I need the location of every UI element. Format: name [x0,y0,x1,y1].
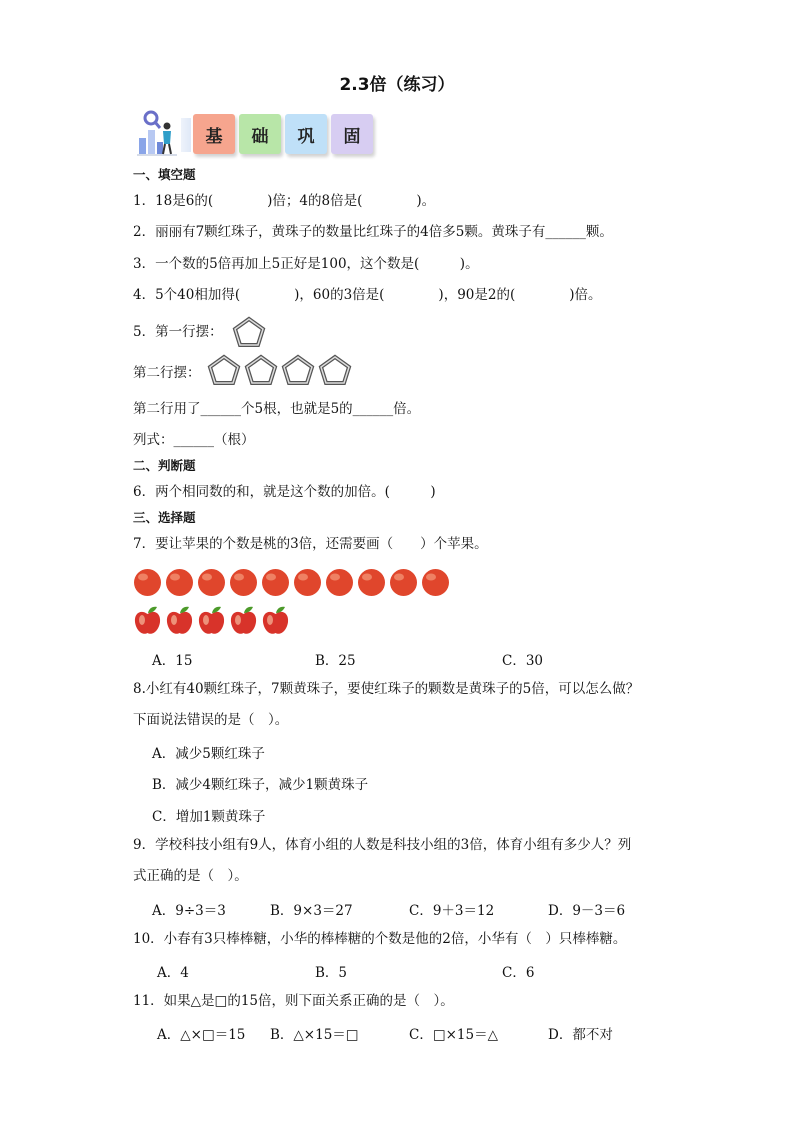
banner-tile-3: 巩 [285,114,327,154]
peach-icon [261,568,290,597]
pentagon-row [207,354,367,388]
peach-row [133,568,463,598]
q7-option-b[interactable]: B．25 [315,653,356,669]
pentagon-icon [318,354,352,386]
pentagon-icon [281,354,315,386]
question-3: 3．一个数的5倍再加上5正好是100，这个数是( )。 [133,256,479,272]
q8-option-a[interactable]: A．减少5颗红珠子 [152,746,265,762]
q10-option-c[interactable]: C．6 [502,965,535,981]
question-5-row1-label: 5．第一行摆： [133,324,223,340]
question-8-line1: 8.小红有40颗红珠子，7颗黄珠子，要使红珠子的颗数是黄珠子的5倍，可以怎么做？ [133,681,640,697]
peach-icon [165,568,194,597]
question-9-line1: 9．学校科技小组有9人，体育小组的人数是科技小组的3倍，体育小组有多少人？列 [133,837,632,853]
q9-option-b[interactable]: B．9×3＝27 [270,903,353,919]
apple-icon [165,605,194,637]
pentagon-icon [244,354,278,386]
question-10: 10．小春有3只棒棒糖，小华的棒棒糖的个数是他的2倍，小华有（ ）只棒棒糖。 [133,931,627,947]
peach-icon [133,568,162,597]
q11-option-d[interactable]: D．都不对 [548,1027,613,1043]
apple-icon [133,605,162,637]
page-title: 2.3倍（练习） [339,75,455,95]
question-7: 7．要让苹果的个数是桃的3倍，还需要画（ ）个苹果。 [133,536,488,552]
apple-icon [229,605,258,637]
peach-icon [357,568,386,597]
peach-icon [197,568,226,597]
peach-icon [389,568,418,597]
question-6: 6．两个相同数的和，就是这个数的加倍。( ) [133,484,436,500]
question-11: 11．如果△是□的15倍，则下面关系正确的是（ ）。 [133,993,454,1009]
q7-option-c[interactable]: C．30 [502,653,544,669]
question-5-line3: 第二行用了______个5根，也就是5的______倍。 [133,401,421,417]
apple-icon [261,605,290,637]
q8-option-c[interactable]: C．增加1颗黄珠子 [152,809,266,825]
q9-option-c[interactable]: C．9＋3＝12 [409,903,495,919]
reading-person-icon [133,108,179,158]
q11-option-b[interactable]: B．△×15＝□ [270,1027,359,1043]
pentagon-icon [232,316,266,348]
q11-option-c[interactable]: C．□×15＝△ [409,1027,498,1043]
q10-option-b[interactable]: B．5 [315,965,348,981]
q10-option-a[interactable]: A．4 [157,965,189,981]
section-judge-heading: 二、判断题 [133,458,196,473]
peach-icon [421,568,450,597]
section-banner [133,108,383,158]
peach-icon [325,568,354,597]
question-1: 1．18是6的( )倍；4的8倍是( )。 [133,193,436,209]
q9-option-d[interactable]: D．9－3＝6 [548,903,626,919]
question-5-row2-label: 第二行摆： [133,365,201,381]
apple-row [133,605,303,639]
q11-option-a[interactable]: A．△×□＝15 [157,1027,246,1043]
section-choice-heading: 三、选择题 [133,510,196,525]
question-2: 2．丽丽有7颗红珠子，黄珠子的数量比红珠子的4倍多5颗。黄珠子有______颗。 [133,224,613,240]
question-4: 4．5个40相加得( )，60的3倍是( )，90是2的( )倍。 [133,287,602,303]
q7-option-a[interactable]: A．15 [152,653,193,669]
banner-tile-4: 固 [331,114,373,154]
banner-tile-2: 础 [239,114,281,154]
banner-tile-1: 基 [193,114,235,154]
q9-option-a[interactable]: A．9÷3＝3 [152,903,226,919]
question-9-line2: 式正确的是（ ）。 [133,868,248,884]
pentagon-icon [207,354,241,386]
peach-icon [229,568,258,597]
q8-option-b[interactable]: B．减少4颗红珠子，减少1颗黄珠子 [152,777,369,793]
question-5-line4: 列式：______（根） [133,432,255,448]
question-8-line2: 下面说法错误的是（ ）。 [133,712,289,728]
peach-icon [293,568,322,597]
apple-icon [197,605,226,637]
section-fill-heading: 一、填空题 [133,167,196,182]
